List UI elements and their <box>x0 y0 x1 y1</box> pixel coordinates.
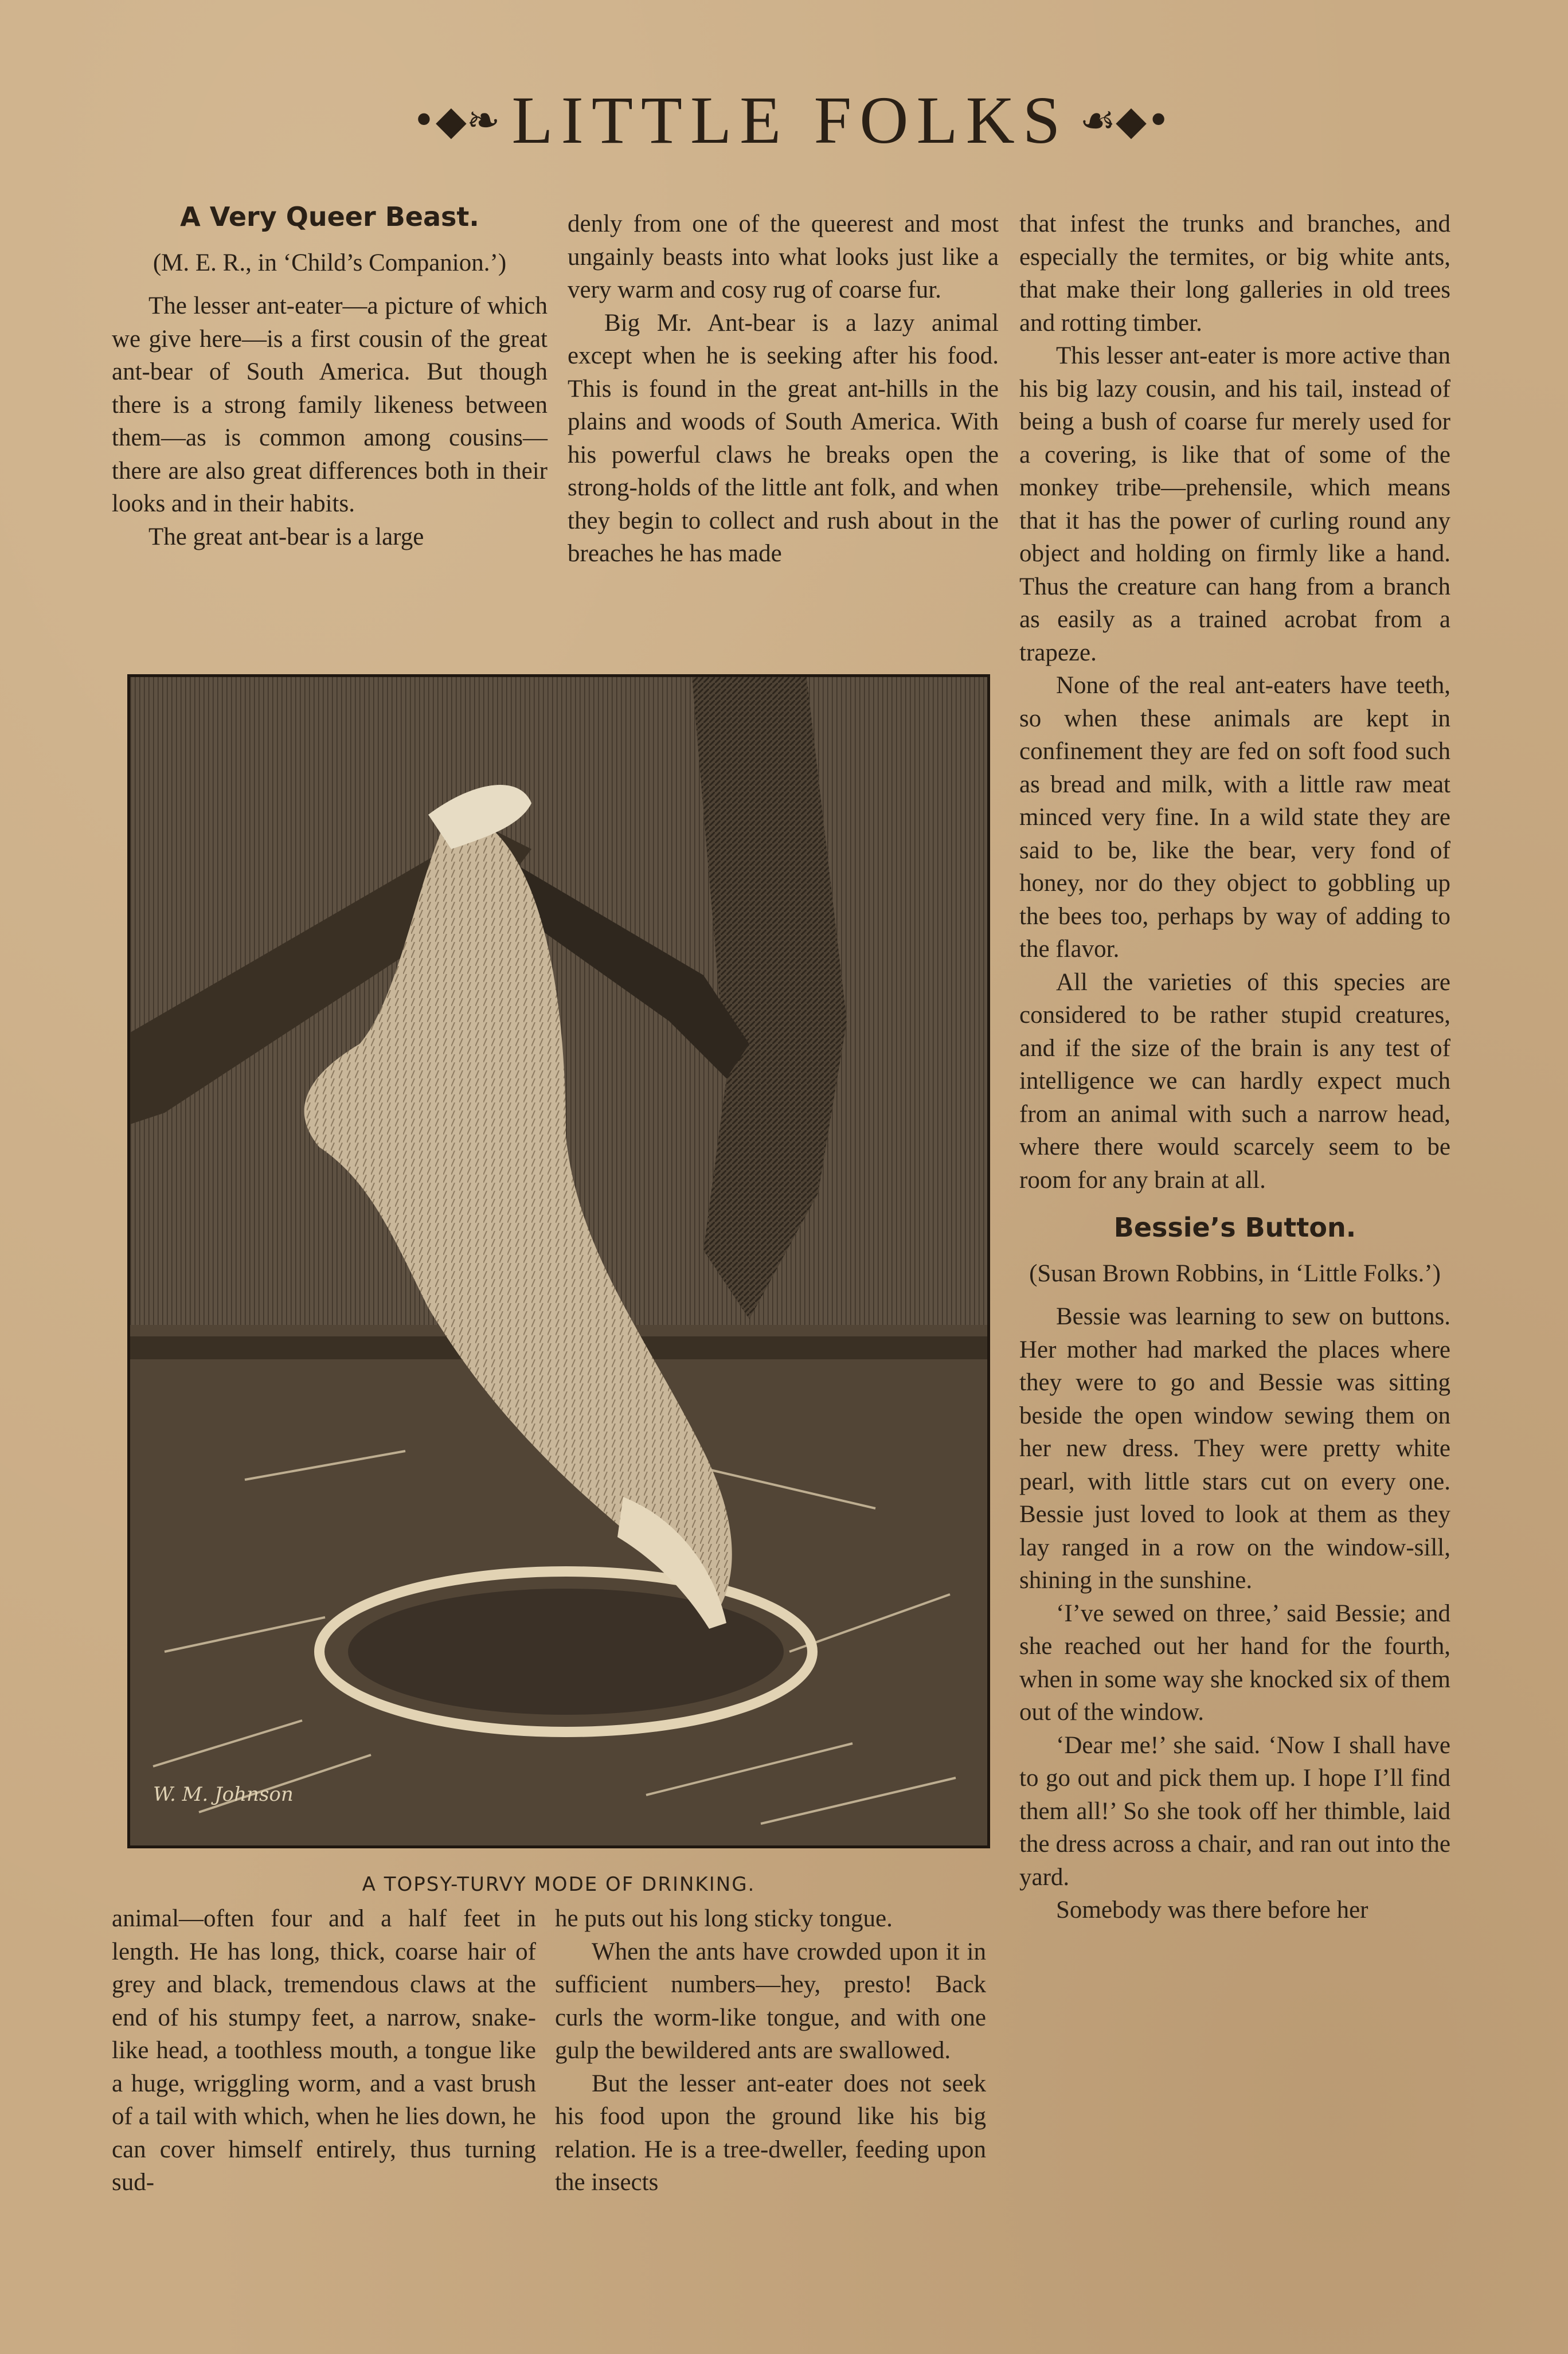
column-2-top <box>568 208 999 570</box>
engraving-illustration <box>127 674 990 1848</box>
page-title: LITTLE FOLKS <box>511 83 1069 158</box>
paragraph: All the varieties of this species are considered to be rather stupid creatures, and if the size of the brain is any test of intelligence we can hardly expect much from an animal with such a narrow head, where there would scarcely seem to be room for any brain at all. <box>1019 968 1450 1194</box>
column-2-bottom <box>555 1902 986 2199</box>
paragraph: he puts out his long sticky tongue. <box>555 1905 893 1932</box>
article-credit: (Susan Brown Robbins, in ‘Little Folks.’) <box>1029 1260 1441 1287</box>
paragraph: Big Mr. Ant-bear is a lazy animal except when he is seeking after his food. This is found in the great ant-hills in the plains and woods of South America. With his powerful claws he breaks open the strong-holds of the little ant folk, and when they begin to collect and rush about in the breaches he has made <box>568 309 999 567</box>
paragraph: Somebody was there before her <box>1056 1897 1368 1923</box>
paragraph: When the ants have crowded upon it in sufficient numbers—hey, presto! Back curls the worm-like tongue, and with one gulp the bewildered ants are swallowed. <box>555 1938 986 2064</box>
anteater-engraving <box>130 677 987 1845</box>
left-ornament-icon: •◆❧ <box>412 97 500 144</box>
paragraph: ‘I’ve sewed on three,’ said Bessie; and she reached out her hand for the fourth, when in some way she knocked six of them out of the window. <box>1019 1600 1450 1726</box>
paragraph: that infest the trunks and branches, and especially the termites, or big white ants, that make their long galleries in old trees and rotting timber. <box>1019 210 1450 337</box>
paragraph: ‘Dear me!’ she said. ‘Now I shall have to go out and pick them up. I hope I’ll find them all!’ So she took off her thimble, laid the dress across a chair, and ran out into the yard. <box>1019 1731 1450 1891</box>
paragraph: animal—often four and a half feet in length. He has long, thick, coarse hair of grey and black, tremendous claws at the end of his stumpy feet, a narrow, snake-like head, a toothless mouth, a tongue like a huge, wriggling worm, and a vast brush of a tail with which, when he lies down, he can cover himself entirely, thus turning sud- <box>112 1905 536 2196</box>
column-1-bottom <box>112 1902 536 2199</box>
column-1-top <box>112 201 548 553</box>
article-credit: (M. E. R., in ‘Child’s Companion.’) <box>153 249 507 276</box>
illustration-caption: A TOPSY-TURVY MODE OF DRINKING. <box>362 1873 756 1896</box>
article-title: Bessie’s Button. <box>1113 1212 1356 1243</box>
article-title: A Very Queer Beast. <box>180 201 479 232</box>
paragraph: None of the real ant-eaters have teeth, so when these animals are kept in confinement they are fed on soft food such as bread and milk, with a little raw meat minced very fine. In a wild state they are said to be, like the bear, very fond of honey, nor do they object to gobbling up the bees too, perhaps by way of adding to the flavor. <box>1019 672 1450 963</box>
paragraph: The lesser ant-eater—a picture of which we give here—is a first cousin of the great ant-bear of South America. But though there is a strong family likeness between them—as is common among cousins—there are also great differences both in their looks and in their habits. <box>112 292 548 517</box>
paragraph: denly from one of the queerest and most ungainly beasts into what looks just like a very warm and cosy rug of coarse fur. <box>568 210 999 303</box>
paragraph: Bessie was learning to sew on buttons. Her mother had marked the places where they were to go and Bessie was sitting beside the open window sewing them on her new dress. They were pretty white pearl, with little stars cut on every one. Bessie just loved to look at them as they lay ranged in a row on the window-sill, shining in the sunshine. <box>1019 1303 1450 1594</box>
page-header <box>367 83 1215 158</box>
right-ornament-icon: ☙◆• <box>1080 97 1171 144</box>
column-3 <box>1019 208 1450 1927</box>
paragraph: This lesser ant-eater is more active than his big lazy cousin, and his tail, instead of being a bush of coarse fur merely used for a covering, is like that of some of the monkey tribe—prehensile, which means that it has the power of curling round any object and holding on firmly like a hand. Thus the creature can hang from a branch as easily as a trained acrobat from a trapeze. <box>1019 342 1450 666</box>
paragraph: The great ant-bear is a large <box>148 523 424 550</box>
paragraph: But the lesser ant-eater does not seek his food upon the ground like his big relation. He is a tree-dweller, feeding upon the insects <box>555 2070 986 2196</box>
artist-signature: W. M. Johnson <box>153 1783 294 1806</box>
